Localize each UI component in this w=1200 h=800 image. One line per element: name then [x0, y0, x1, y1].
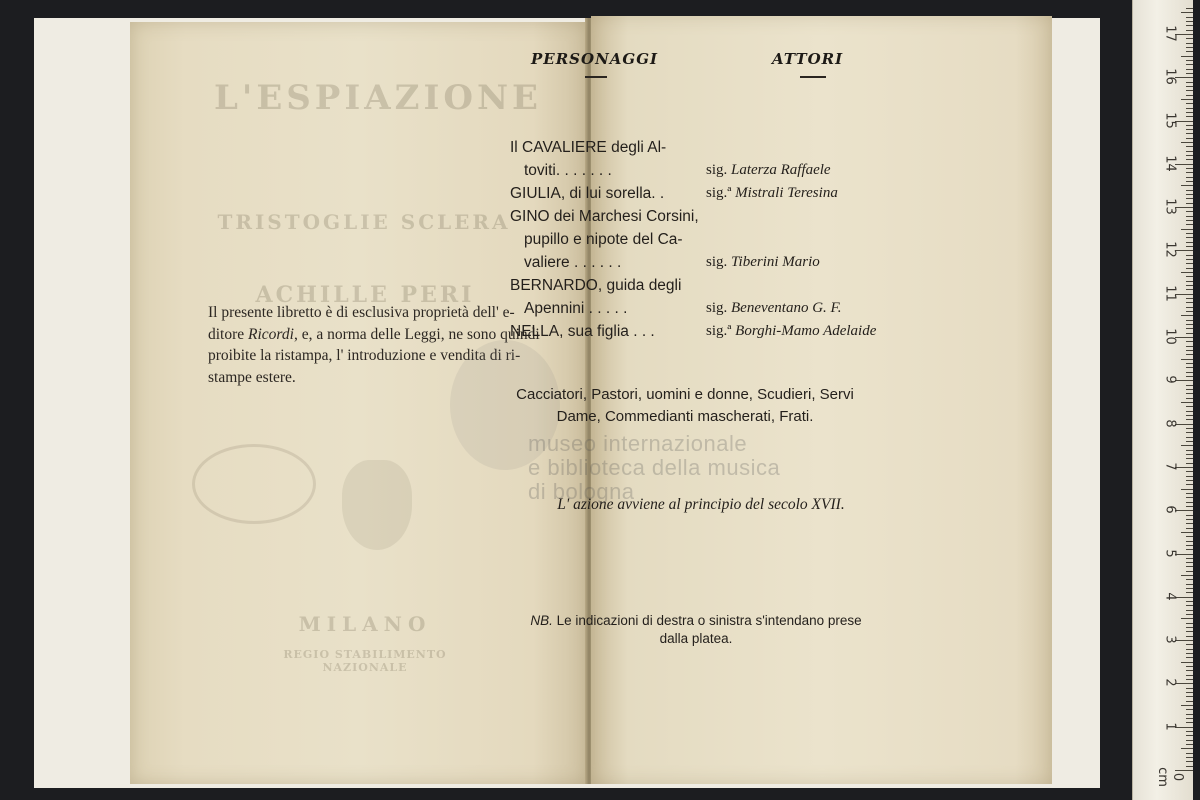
ruler-label: 1	[1162, 722, 1178, 731]
notice-line: Il presente libretto è di esclusiva proprietà dell' e-	[208, 304, 515, 321]
ruler-tick	[1186, 320, 1193, 321]
ruler-tick	[1186, 636, 1193, 637]
ruler-tick	[1186, 536, 1193, 537]
ruler-tick	[1186, 411, 1193, 412]
ruler-tick	[1186, 190, 1193, 191]
actor-name: sig. Tiberini Mario	[706, 254, 820, 270]
note-label: NB.	[530, 613, 553, 628]
ruler-tick	[1186, 549, 1193, 550]
ruler-tick	[1186, 242, 1193, 243]
ruler-tick	[1181, 532, 1193, 533]
ruler-tick	[1186, 211, 1193, 212]
header-actors: ATTORI	[772, 50, 844, 68]
bleed-through-seal	[192, 444, 316, 524]
ruler-tick	[1186, 372, 1193, 373]
ruler-tick	[1186, 714, 1193, 715]
ruler-tick	[1186, 493, 1193, 494]
ruler-tick	[1186, 328, 1193, 329]
ruler-tick	[1181, 315, 1193, 316]
ruler-tick	[1181, 359, 1193, 360]
ruler-tick	[1175, 77, 1193, 78]
ruler-tick	[1186, 246, 1193, 247]
ruler-tick	[1175, 164, 1193, 165]
ruler-tick	[1186, 237, 1193, 238]
ruler-tick	[1186, 610, 1193, 611]
bleed-through-city: MILANO	[298, 612, 432, 636]
ruler-tick	[1186, 545, 1193, 546]
notice-line: proibite la ristampa, l' introduzione e vendita di ri-	[208, 347, 521, 364]
chorus-line: Dame, Commedianti mascherati, Frati.	[556, 408, 814, 425]
ruler-tick	[1186, 311, 1193, 312]
ruler-tick	[1181, 99, 1193, 100]
ruler-tick	[1186, 259, 1193, 260]
cast-row	[510, 320, 930, 343]
cast-row	[510, 136, 930, 159]
ruler-tick	[1186, 761, 1193, 762]
ruler-tick	[1186, 233, 1193, 234]
ruler-tick	[1186, 484, 1193, 485]
cast-row	[510, 297, 930, 320]
ruler-tick	[1186, 579, 1193, 580]
ruler-tick	[1186, 718, 1193, 719]
publisher-name: Ricordi	[248, 325, 294, 343]
ruler-label: 7	[1162, 462, 1178, 471]
ruler-tick	[1186, 51, 1193, 52]
ruler-tick	[1186, 302, 1193, 303]
role-text: GIULIA, di lui sorella. .	[510, 185, 665, 202]
ruler-tick	[1186, 281, 1193, 282]
ruler-tick	[1186, 298, 1193, 299]
ruler-tick	[1186, 350, 1193, 351]
notice-line: ditore Ricordi, e, a norma delle Leggi, ne sono quindi	[208, 325, 540, 343]
ruler-tick	[1186, 753, 1193, 754]
ruler-tick	[1186, 670, 1193, 671]
ruler-tick	[1181, 402, 1193, 403]
ruler-tick	[1186, 450, 1193, 451]
role-text: toviti. . . . . . .	[524, 162, 612, 179]
ruler-tick	[1186, 432, 1193, 433]
bleed-through-publisher: REGIO STABILIMENTO NAZIONALE	[283, 648, 447, 674]
cast-row	[510, 159, 930, 182]
ruler-tick	[1186, 571, 1193, 572]
ruler-tick	[1186, 354, 1193, 355]
ruler-tick	[1175, 640, 1193, 641]
ruler-tick	[1186, 584, 1193, 585]
ruler-label: 6	[1162, 505, 1178, 514]
header-rule	[585, 76, 607, 78]
ruler-label: 17	[1162, 25, 1178, 42]
ruler-tick	[1186, 605, 1193, 606]
cast-row	[510, 251, 930, 274]
ruler-tick	[1181, 748, 1193, 749]
actor-name: sig. Beneventano G. F.	[706, 300, 842, 316]
ruler-label: 10	[1162, 328, 1178, 345]
role-text: valiere . . . . . .	[524, 254, 622, 271]
ruler-tick	[1186, 73, 1193, 74]
ruler-tick	[1186, 38, 1193, 39]
ruler-tick	[1175, 294, 1193, 295]
ruler-tick	[1186, 64, 1193, 65]
ruler-tick	[1186, 688, 1193, 689]
ruler-tick	[1175, 337, 1193, 338]
ruler-tick	[1186, 138, 1193, 139]
ruler-label: 9	[1162, 375, 1178, 384]
ruler-tick	[1186, 146, 1193, 147]
ruler-tick	[1186, 103, 1193, 104]
ruler-tick	[1186, 592, 1193, 593]
ruler-tick	[1186, 393, 1193, 394]
ruler-tick	[1186, 497, 1193, 498]
ruler-tick	[1186, 480, 1193, 481]
stage-direction-note: NB. Le indicazioni di destra o sinistra s'intendano prese dalla platea.	[530, 613, 862, 646]
ruler-tick	[1186, 43, 1193, 44]
ruler-tick	[1186, 116, 1193, 117]
notice-line: stampe estere.	[208, 368, 296, 386]
ruler-tick	[1186, 744, 1193, 745]
ruler-tick	[1175, 121, 1193, 122]
header-characters: PERSONAGGI	[531, 50, 659, 68]
ruler-tick	[1186, 8, 1193, 9]
ruler-tick	[1186, 649, 1193, 650]
ruler-label: 0 cm	[1155, 767, 1185, 787]
ruler-tick	[1186, 657, 1193, 658]
ruler-tick	[1186, 194, 1193, 195]
ruler-tick	[1186, 60, 1193, 61]
actor-name: sig.ª Mistrali Teresina	[706, 185, 838, 201]
ruler-tick	[1186, 307, 1193, 308]
ruler-tick	[1186, 614, 1193, 615]
ruler-tick	[1186, 155, 1193, 156]
ruler-tick	[1186, 458, 1193, 459]
ruler-tick	[1181, 489, 1193, 490]
ruler-label: 4	[1162, 592, 1178, 601]
ruler-tick	[1186, 324, 1193, 325]
ruler-tick	[1186, 341, 1193, 342]
ruler-tick	[1175, 727, 1193, 728]
ruler-tick	[1175, 683, 1193, 684]
bleed-through-title: L'ESPIAZIONE	[214, 78, 542, 118]
ruler-tick	[1186, 454, 1193, 455]
ruler-tick	[1186, 112, 1193, 113]
ruler-tick	[1186, 168, 1193, 169]
ruler-tick	[1186, 125, 1193, 126]
ruler-tick	[1186, 224, 1193, 225]
ruler-tick	[1181, 662, 1193, 663]
cast-row	[510, 228, 930, 251]
ruler-tick	[1186, 558, 1193, 559]
actor-name: sig.ª Borghi-Mamo Adelaide	[706, 323, 877, 339]
ruler-label: 14	[1162, 155, 1178, 172]
ruler-label: 5	[1162, 548, 1178, 558]
ruler-label: 11	[1162, 284, 1178, 302]
ruler-tick	[1186, 108, 1193, 109]
ruler-tick	[1186, 406, 1193, 407]
ruler-tick	[1186, 766, 1193, 767]
actor-name: sig. Laterza Raffaele	[706, 162, 831, 178]
ruler-tick	[1186, 476, 1193, 477]
ruler-tick	[1186, 95, 1193, 96]
cast-list	[510, 136, 930, 343]
ruler-tick	[1186, 82, 1193, 83]
ruler-tick	[1186, 428, 1193, 429]
role-text: Apennini . . . . .	[524, 300, 628, 317]
museum-watermark: museo internazionale e biblioteca della musica di bologna	[528, 431, 781, 504]
ruler-tick	[1181, 12, 1193, 13]
ruler-tick	[1186, 333, 1193, 334]
ruler-label: 8	[1162, 418, 1178, 428]
ruler-tick	[1181, 229, 1193, 230]
ruler-tick	[1186, 203, 1193, 204]
ruler-tick	[1186, 588, 1193, 589]
ruler-tick	[1186, 172, 1193, 173]
ruler-tick	[1186, 415, 1193, 416]
ruler-tick	[1186, 666, 1193, 667]
ruler-tick	[1186, 696, 1193, 697]
ruler-tick	[1181, 445, 1193, 446]
ruler-label: 13	[1162, 198, 1178, 215]
ruler-tick	[1175, 510, 1193, 511]
ruler-tick	[1186, 47, 1193, 48]
ruler-tick	[1186, 285, 1193, 286]
ruler-tick	[1186, 627, 1193, 628]
ruler-tick	[1186, 692, 1193, 693]
ruler-tick	[1186, 276, 1193, 277]
ruler-tick	[1181, 142, 1193, 143]
ruler-tick	[1186, 644, 1193, 645]
ruler-tick	[1186, 21, 1193, 22]
ruler-tick	[1186, 17, 1193, 18]
ruler-tick	[1186, 631, 1193, 632]
ruler-tick	[1186, 653, 1193, 654]
ruler-tick	[1186, 389, 1193, 390]
ruler-tick	[1181, 618, 1193, 619]
ruler-tick	[1181, 185, 1193, 186]
chorus-list	[510, 384, 860, 428]
ruler-tick	[1186, 86, 1193, 87]
role-text: NELLA, sua figlia . . .	[510, 323, 655, 340]
ruler-tick	[1186, 566, 1193, 567]
role-text: GINO dei Marchesi Corsini,	[510, 208, 699, 225]
ruler-tick	[1186, 268, 1193, 269]
ruler-tick	[1175, 597, 1193, 598]
ruler-tick	[1186, 463, 1193, 464]
ruler-tick	[1186, 441, 1193, 442]
ruler-tick	[1186, 757, 1193, 758]
ruler-tick	[1186, 506, 1193, 507]
ruler-tick	[1186, 263, 1193, 264]
measuring-ruler	[1132, 0, 1193, 800]
ruler-tick	[1186, 675, 1193, 676]
ruler-tick	[1186, 133, 1193, 134]
ruler-tick	[1186, 198, 1193, 199]
ruler-tick	[1186, 159, 1193, 160]
ruler-tick	[1175, 467, 1193, 468]
ruler-tick	[1186, 367, 1193, 368]
ruler-tick	[1186, 740, 1193, 741]
ruler-tick	[1186, 216, 1193, 217]
ruler-tick	[1186, 679, 1193, 680]
ruler-tick	[1175, 554, 1193, 555]
ruler-tick	[1181, 575, 1193, 576]
ruler-tick	[1186, 255, 1193, 256]
ruler-tick	[1186, 289, 1193, 290]
ruler-tick	[1186, 69, 1193, 70]
cast-row	[510, 274, 930, 297]
bleed-through-composer: ACHILLE PERI	[255, 282, 475, 308]
ruler-tick	[1186, 129, 1193, 130]
ruler-tick	[1186, 363, 1193, 364]
ruler-tick	[1175, 207, 1193, 208]
chorus-line: Cacciatori, Pastori, uomini e donne, Scudieri, Servi	[516, 386, 854, 403]
ruler-tick	[1175, 34, 1193, 35]
ruler-tick	[1175, 424, 1193, 425]
ruler-tick	[1186, 515, 1193, 516]
ruler-tick	[1186, 519, 1193, 520]
role-text: BERNARDO, guida degli	[510, 277, 682, 294]
ruler-tick	[1181, 272, 1193, 273]
ruler-tick	[1186, 623, 1193, 624]
ruler-tick	[1186, 437, 1193, 438]
ruler-tick	[1186, 701, 1193, 702]
header-rule	[800, 76, 826, 78]
ruler-tick	[1186, 385, 1193, 386]
role-text: pupillo e nipote del Ca-	[524, 231, 683, 248]
ruler-label: 15	[1162, 111, 1178, 129]
ruler-tick	[1186, 471, 1193, 472]
ruler-tick	[1186, 398, 1193, 399]
ruler-tick	[1186, 731, 1193, 732]
setting-statement: L' azione avviene al principio del secolo XVII.	[557, 496, 845, 513]
cast-row	[510, 182, 930, 205]
ruler-tick	[1186, 528, 1193, 529]
ruler-label: 16	[1162, 68, 1178, 85]
ruler-tick	[1175, 250, 1193, 251]
ruler-tick	[1186, 709, 1193, 710]
ruler-tick	[1181, 705, 1193, 706]
ruler-tick	[1186, 376, 1193, 377]
role-text: Il CAVALIERE degli Al-	[510, 139, 667, 156]
ruler-tick	[1186, 562, 1193, 563]
ruler-tick	[1186, 181, 1193, 182]
ruler-tick	[1186, 220, 1193, 221]
cast-row	[510, 205, 930, 228]
ruler-tick	[1186, 722, 1193, 723]
ruler-tick	[1186, 502, 1193, 503]
ruler-tick	[1186, 419, 1193, 420]
ruler-label: 12	[1162, 241, 1178, 259]
ruler-tick	[1186, 541, 1193, 542]
ruler-label: 2	[1162, 678, 1178, 688]
ruler-tick	[1186, 601, 1193, 602]
ruler-tick	[1186, 90, 1193, 91]
ruler-tick	[1175, 380, 1193, 381]
bleed-through-subtitle: TRISTOGLIE SCLERA	[217, 210, 511, 234]
ruler-tick	[1186, 25, 1193, 26]
ruler-tick	[1186, 177, 1193, 178]
ruler-tick	[1186, 151, 1193, 152]
bleed-through-crest-icon	[342, 460, 412, 550]
ruler-tick	[1181, 56, 1193, 57]
ruler-tick	[1186, 523, 1193, 524]
ruler-tick	[1186, 735, 1193, 736]
ruler-tick	[1186, 346, 1193, 347]
ruler-label: 3	[1162, 635, 1178, 644]
ruler-tick	[1186, 30, 1193, 31]
